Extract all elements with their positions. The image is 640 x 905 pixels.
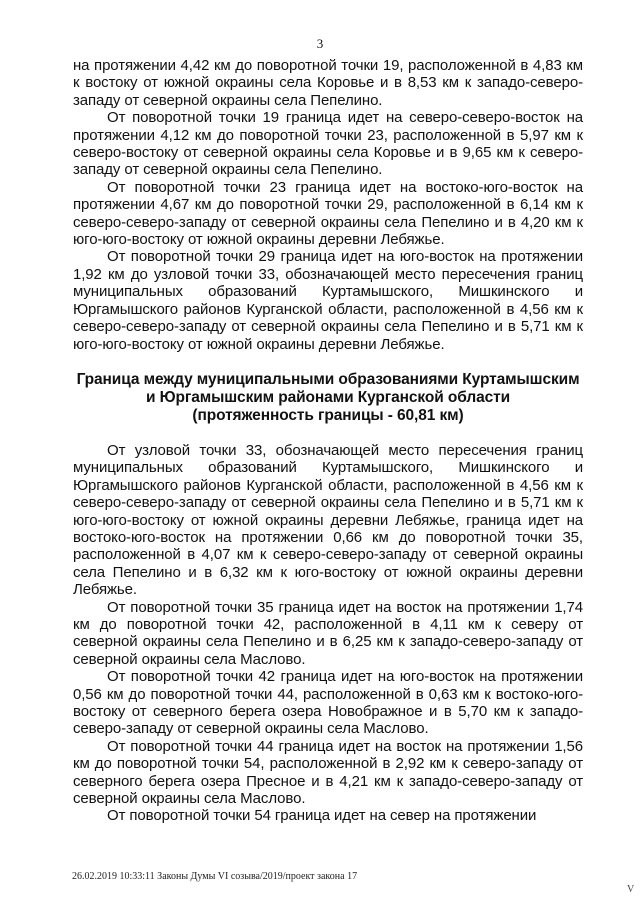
paragraph-truncated: От поворотной точки 54 граница идет на север на протяжении bbox=[107, 807, 537, 825]
paragraph: От поворотной точки 19 граница идет на северо-северо-восток на протяжении 4,12 км до поворотной точки 23, расположенной в 5,97 км к северо-востоку от северной окраины села Коровье и в 9,65 км к северо-западу от северной окраины села Пепелино. bbox=[73, 109, 583, 179]
section-heading-length: (протяженность границы - 60,81 км) bbox=[192, 406, 464, 424]
paragraph: От узловой точки 33, обозначающей место пересечения границ муниципальных образований Куртамышского, Мишкинского и Юргамышского районов Курганской области, расположенной в 4,56 км к северо-северо-западу от северной окраины села Пепелино и в 5,71 км к юго-юго-востоку от южной окраины деревни Лебяжье, граница идет на востоко-юго-восток на протяжении 0,66 км до поворотной точки 35, расположенной в 4,07 км к северо-северо-западу от северной окраины села Пепелино и в 6,32 км к юго-востоку от южной окраины деревни Лебяжье. bbox=[73, 441, 583, 599]
paragraph-continued: на протяжении 4,42 км до поворотной точки 19, расположенной в 4,83 км к востоку от южной окраины села Коровье и в 8,53 км к западо-северо-западу от северной окраины села Пепелино. bbox=[73, 57, 583, 109]
paragraph: От поворотной точки 35 граница идет на восток на протяжении 1,74 км до поворотной точки 42, расположенной в 4,11 км к северу от северной окраины села Пепелино и в 6,25 км к западо-северо-западу от северной окраины села Маслово. bbox=[73, 598, 583, 668]
section-heading-line: и Юргамышским районами Курганской области bbox=[145, 388, 511, 406]
section-heading bbox=[73, 371, 583, 425]
paragraph: От поворотной точки 29 граница идет на юго-восток на протяжении 1,92 км до узловой точки 33, обозначающей место пересечения границ муниципальных образований Куртамышского, Мишкинского и Юргамышского районов Курганской области, расположенной в 4,56 км к северо-северо-западу от северной окраины села Пепелино и в 5,71 км к юго-юго-востоку от южной окраины деревни Лебяжье. bbox=[73, 248, 583, 353]
edge-mark: V bbox=[627, 884, 635, 895]
document-body bbox=[73, 57, 583, 825]
document-footer: 26.02.2019 10:33:11 Законы Думы VI созыва/2019/проект закона 17 bbox=[72, 871, 358, 882]
paragraph: От поворотной точки 23 граница идет на востоко-юго-восток на протяжении 4,67 км до поворотной точки 29, расположенной в 6,14 км к северо-северо-западу от северной окраины села Пепелино и в 4,20 км к юго-юго-востоку от южной окраины деревни Лебяжье. bbox=[73, 178, 583, 249]
paragraph: От поворотной точки 44 граница идет на восток на протяжении 1,56 км до поворотной точки 54, расположенной в 2,92 км к северо-западу от северного берега озера Пресное и в 4,21 км к западо-северо-западу от северной окраины села Маслово. bbox=[73, 737, 583, 808]
paragraph: От поворотной точки 42 граница идет на юго-восток на протяжении 0,56 км до поворотной точки 44, расположенной в 0,63 км к востоко-юго-востоку от северного берега озера Новображное и в 5,70 км к западо-северо-западу от северной окраины села Маслово. bbox=[73, 668, 583, 738]
section-heading-line: Граница между муниципальными образованиями Куртамышским bbox=[76, 370, 580, 388]
page-number: 3 bbox=[316, 36, 324, 51]
